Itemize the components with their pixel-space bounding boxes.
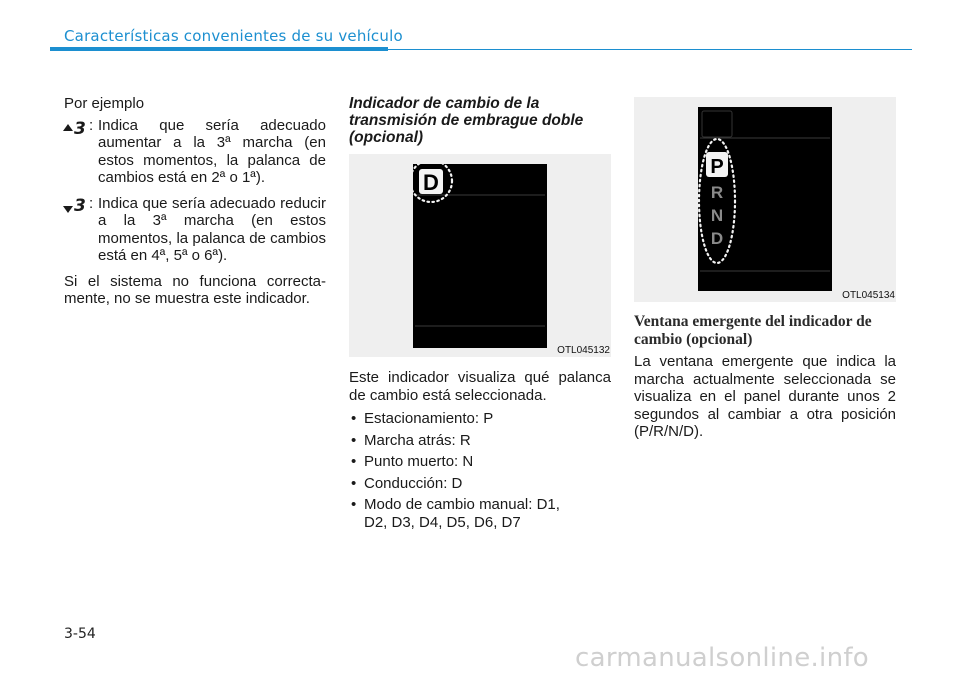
- gear-up-text: Indica que sería adecuado aumentar a la 3ª marcha (en estos momentos, la palanca de cambios está en 2ª o 1ª).: [98, 116, 326, 186]
- figure-popup-window: [634, 97, 896, 302]
- gear-up-colon: :: [89, 116, 94, 134]
- popup-screen: [698, 107, 832, 291]
- gear-letter-n: N: [710, 206, 724, 225]
- gear-down-item: [64, 195, 326, 265]
- list-item: • Marcha atrás: R: [349, 432, 611, 450]
- list-item: • Modo de cambio manual: D1, D2, D3, D4, D5, D6, D7: [349, 496, 611, 531]
- gear-up-item: [64, 117, 326, 187]
- column-middle: [349, 95, 611, 535]
- list-item: • Conducción: D: [349, 475, 611, 493]
- gear-up-number: 3: [74, 118, 86, 136]
- gear-positions-list: [349, 410, 611, 531]
- gear-letter-p: P: [710, 156, 724, 178]
- cluster-screen: [413, 164, 547, 348]
- figure-gear-indicator: [349, 154, 611, 357]
- header-rule-thin: [388, 49, 912, 50]
- section-title: Indicador de cambio de la transmisión de embrague doble (opcional): [349, 95, 584, 146]
- header-rule-thick: [50, 47, 388, 51]
- list-item: • Punto muerto: N: [349, 453, 611, 471]
- watermark: carmanualsonline.info: [575, 643, 870, 673]
- subsection-title: Ventana emergente del indicador de cambio (opcional): [634, 313, 872, 348]
- column-right: [634, 97, 896, 441]
- gear-letter-r: R: [710, 183, 724, 202]
- header-title: Características convenientes de su vehículo: [64, 27, 403, 45]
- intro-text: Por ejemplo: [64, 95, 145, 112]
- figure-caption: OTL045132: [557, 345, 610, 356]
- figure-caption: OTL045134: [842, 290, 895, 301]
- column-left: [64, 95, 326, 308]
- popup-screen-graphic: [698, 107, 832, 291]
- gear-letter-d: D: [710, 229, 724, 248]
- popup-description: La ventana emergente que indica la marcha actualmente seleccionada se visualiza en el panel durante unos 2 segundos al cambiar a otra posición (P/R/N/D).: [634, 353, 896, 440]
- gear-letter: D: [423, 170, 439, 195]
- note-text: Si el sistema no funciona correcta-mente, no se muestra este indicador.: [64, 272, 326, 307]
- gear-down-colon: :: [89, 194, 94, 212]
- list-item: • Estacionamiento: P: [349, 410, 611, 428]
- gear-down-number: 3: [74, 195, 86, 214]
- page-number: 3-54: [64, 626, 96, 642]
- gear-down-text: Indica que sería adecuado reducir a la 3ª marcha (en estos momentos, la palanca de cambios está en 4ª, 5ª o 6ª).: [98, 194, 326, 264]
- indicator-description: Este indicador visualiza qué palanca de cambio está seleccionada.: [349, 369, 611, 404]
- cluster-screen-graphic: [413, 164, 547, 348]
